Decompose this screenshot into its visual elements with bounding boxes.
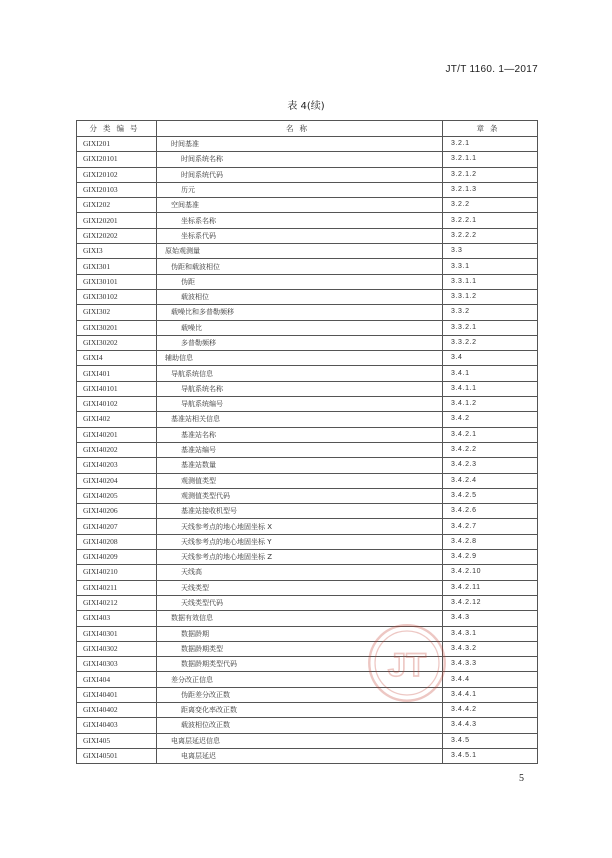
section-number: 3.4.2.4 (443, 473, 538, 488)
table-row (77, 351, 538, 366)
section-number: 3.3.1.1 (443, 274, 538, 289)
classification-code: GIXI301 (77, 259, 157, 274)
classification-code: GIXI40204 (77, 473, 157, 488)
document-code: JT/T 1160. 1—2017 (445, 64, 538, 75)
classification-code: GIXI40201 (77, 427, 157, 442)
classification-code: GIXI40209 (77, 550, 157, 565)
section-number: 3.4.3 (443, 611, 538, 626)
section-number: 3.4.3.2 (443, 641, 538, 656)
classification-code: GIXI40501 (77, 748, 157, 763)
item-name: 基准站数量 (157, 458, 443, 473)
section-number: 3.4.1.2 (443, 397, 538, 412)
table-row (77, 580, 538, 595)
section-number: 3.4.2.1 (443, 427, 538, 442)
item-name: 天线参考点的地心地固坐标 Z (157, 550, 443, 565)
classification-code: GIXI40401 (77, 687, 157, 702)
classification-table (76, 120, 538, 764)
jt-watermark-seal (366, 622, 448, 704)
classification-code: GIXI40102 (77, 397, 157, 412)
table-row (77, 641, 538, 656)
table-row (77, 488, 538, 503)
classification-code: GIXI40301 (77, 626, 157, 641)
table-row (77, 595, 538, 610)
table-row (77, 657, 538, 672)
section-number: 3.3.2 (443, 305, 538, 320)
item-name: 基准站名称 (157, 427, 443, 442)
section-number: 3.3.2.1 (443, 320, 538, 335)
table-row (77, 733, 538, 748)
item-name: 多普勒频移 (157, 335, 443, 350)
item-name: 数据龄期类型代码 (157, 657, 443, 672)
classification-code: GIXI40207 (77, 519, 157, 534)
table-caption: 表 4(续) (287, 101, 325, 112)
section-number: 3.4.2.8 (443, 534, 538, 549)
section-number: 3.2.1.1 (443, 152, 538, 167)
table-row (77, 442, 538, 457)
section-number: 3.4.3.1 (443, 626, 538, 641)
classification-code: GIXI40210 (77, 565, 157, 580)
table-row (77, 565, 538, 580)
classification-code: GIXI20102 (77, 167, 157, 182)
item-name: 伪距差分改正数 (157, 687, 443, 702)
item-name: 载噪比和多普勒频移 (157, 305, 443, 320)
classification-code: GIXI20202 (77, 228, 157, 243)
classification-code: GIXI202 (77, 198, 157, 213)
classification-code: GIXI40302 (77, 641, 157, 656)
section-number: 3.3.1.2 (443, 289, 538, 304)
section-number: 3.3.2.2 (443, 335, 538, 350)
item-name: 导航系统名称 (157, 381, 443, 396)
classification-code: GIXI40303 (77, 657, 157, 672)
table-row (77, 228, 538, 243)
table-row (77, 534, 538, 549)
table-row (77, 213, 538, 228)
classification-code: GIXI3 (77, 244, 157, 259)
table-row (77, 305, 538, 320)
item-name: 基准站编号 (157, 442, 443, 457)
classification-code: GIXI30101 (77, 274, 157, 289)
section-number: 3.2.2 (443, 198, 538, 213)
section-number: 3.3.1 (443, 259, 538, 274)
item-name: 坐标系名称 (157, 213, 443, 228)
item-name: 伪距 (157, 274, 443, 289)
section-number: 3.4.3.3 (443, 657, 538, 672)
table-row (77, 702, 538, 717)
table-row (77, 289, 538, 304)
classification-code: GIXI30202 (77, 335, 157, 350)
item-name: 载噪比 (157, 320, 443, 335)
section-number: 3.4.5.1 (443, 748, 538, 763)
table-row (77, 458, 538, 473)
table-row (77, 244, 538, 259)
classification-code: GIXI40203 (77, 458, 157, 473)
table-row (77, 687, 538, 702)
section-number: 3.4.2.6 (443, 504, 538, 519)
classification-code: GIXI20103 (77, 182, 157, 197)
section-number: 3.4.2.10 (443, 565, 538, 580)
table-row (77, 718, 538, 733)
classification-code: GIXI20101 (77, 152, 157, 167)
svg-text:JT: JT (387, 646, 427, 684)
item-name: 天线类型代码 (157, 595, 443, 610)
item-name: 载波相位改正数 (157, 718, 443, 733)
item-name: 数据龄期类型 (157, 641, 443, 656)
section-number: 3.3 (443, 244, 538, 259)
section-number: 3.2.2.1 (443, 213, 538, 228)
section-number: 3.4.2.7 (443, 519, 538, 534)
classification-code: GIXI30201 (77, 320, 157, 335)
item-name: 距离变化率改正数 (157, 702, 443, 717)
table-row (77, 381, 538, 396)
table-row (77, 182, 538, 197)
section-number: 3.2.2.2 (443, 228, 538, 243)
table-row (77, 335, 538, 350)
table-row (77, 473, 538, 488)
classification-code: GIXI40205 (77, 488, 157, 503)
classification-code: GIXI40206 (77, 504, 157, 519)
section-number: 3.4.2.12 (443, 595, 538, 610)
table-row (77, 198, 538, 213)
section-number: 3.4.2.5 (443, 488, 538, 503)
classification-code: GIXI401 (77, 366, 157, 381)
classification-code: GIXI40402 (77, 702, 157, 717)
item-name: 导航系统信息 (157, 366, 443, 381)
table-body (77, 137, 538, 764)
section-number: 3.2.1.3 (443, 182, 538, 197)
classification-code: GIXI302 (77, 305, 157, 320)
section-number: 3.4.2 (443, 412, 538, 427)
item-name: 数据有效信息 (157, 611, 443, 626)
table-row (77, 611, 538, 626)
section-number: 3.4.4 (443, 672, 538, 687)
classification-code: GIXI40101 (77, 381, 157, 396)
table-row (77, 412, 538, 427)
item-name: 坐标系代码 (157, 228, 443, 243)
item-name: 天线参考点的地心地固坐标 Y (157, 534, 443, 549)
column-header-section: 章条 (443, 121, 538, 137)
classification-code: GIXI404 (77, 672, 157, 687)
item-name: 电离层延迟 (157, 748, 443, 763)
classification-code: GIXI40202 (77, 442, 157, 457)
classification-code: GIXI201 (77, 137, 157, 152)
item-name: 差分改正信息 (157, 672, 443, 687)
item-name: 基准站相关信息 (157, 412, 443, 427)
table-row (77, 748, 538, 763)
item-name: 天线参考点的地心地固坐标 X (157, 519, 443, 534)
section-number: 3.4.2.9 (443, 550, 538, 565)
item-name: 天线类型 (157, 580, 443, 595)
table-row (77, 259, 538, 274)
classification-code: GIXI403 (77, 611, 157, 626)
section-number: 3.4.4.1 (443, 687, 538, 702)
section-number: 3.4.1 (443, 366, 538, 381)
classification-code: GIXI40208 (77, 534, 157, 549)
table-row (77, 167, 538, 182)
table-row (77, 366, 538, 381)
section-number: 3.4.4.3 (443, 718, 538, 733)
section-number: 3.4.1.1 (443, 381, 538, 396)
section-number: 3.4.4.2 (443, 702, 538, 717)
section-number: 3.2.1.2 (443, 167, 538, 182)
classification-code: GIXI30102 (77, 289, 157, 304)
classification-code: GIXI4 (77, 351, 157, 366)
classification-code: GIXI20201 (77, 213, 157, 228)
item-name: 时间系统代码 (157, 167, 443, 182)
section-number: 3.4.2.3 (443, 458, 538, 473)
section-number: 3.4.2.11 (443, 580, 538, 595)
item-name: 基准站接收机型号 (157, 504, 443, 519)
page-number: 5 (519, 773, 524, 784)
item-name: 观测值类型代码 (157, 488, 443, 503)
item-name: 导航系统编号 (157, 397, 443, 412)
item-name: 时间系统名称 (157, 152, 443, 167)
table-header-row (77, 121, 538, 137)
table-row (77, 397, 538, 412)
section-number: 3.4.2.2 (443, 442, 538, 457)
item-name: 电离层延迟信息 (157, 733, 443, 748)
table-row (77, 672, 538, 687)
table-row (77, 519, 538, 534)
column-header-name: 名称 (157, 121, 443, 137)
item-name: 伪距和载波相位 (157, 259, 443, 274)
classification-code: GIXI40403 (77, 718, 157, 733)
classification-code: GIXI40211 (77, 580, 157, 595)
classification-code: GIXI402 (77, 412, 157, 427)
item-name: 空间基准 (157, 198, 443, 213)
section-number: 3.2.1 (443, 137, 538, 152)
table-row (77, 550, 538, 565)
item-name: 时间基准 (157, 137, 443, 152)
table-row (77, 137, 538, 152)
item-name: 观测值类型 (157, 473, 443, 488)
table-row (77, 320, 538, 335)
table-row (77, 152, 538, 167)
column-header-code: 分类编号 (77, 121, 157, 137)
classification-code: GIXI40212 (77, 595, 157, 610)
section-number: 3.4 (443, 351, 538, 366)
table-row (77, 427, 538, 442)
item-name: 数据龄期 (157, 626, 443, 641)
table-row (77, 504, 538, 519)
item-name: 天线高 (157, 565, 443, 580)
item-name: 原始观测量 (157, 244, 443, 259)
section-number: 3.4.5 (443, 733, 538, 748)
item-name: 辅助信息 (157, 351, 443, 366)
classification-code: GIXI405 (77, 733, 157, 748)
table-row (77, 626, 538, 641)
table-row (77, 274, 538, 289)
item-name: 历元 (157, 182, 443, 197)
item-name: 载波相位 (157, 289, 443, 304)
